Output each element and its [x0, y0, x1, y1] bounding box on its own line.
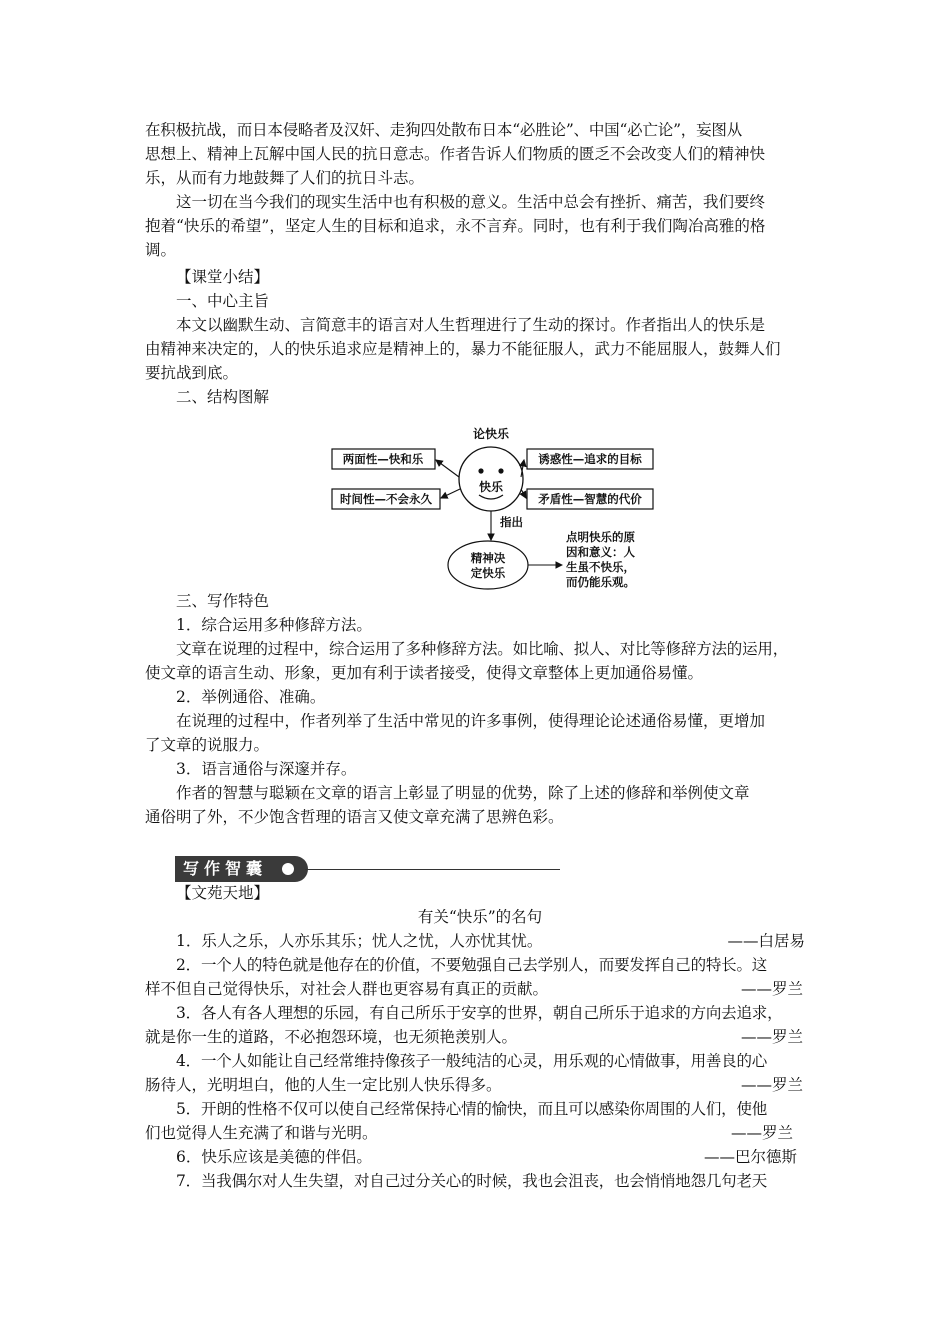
smiley-face-icon: [459, 447, 523, 511]
text-line: 5．开朗的性格不仅可以使自己经常保持心情的愉快，而且可以感染你周围的人们，使他: [176, 1100, 768, 1118]
text-line: 作者的智慧与聪颖在文章的语言上彰显了明显的优势，除了上述的修辞和举例使文章: [176, 784, 750, 802]
box-right-top-label: 诱惑性—追求的目标: [538, 452, 642, 466]
quote-4: [145, 1049, 815, 1097]
quote-author: ——罗兰: [740, 1028, 803, 1046]
feature-2-title: 2．举例通俗、准确。: [176, 688, 326, 706]
document-page: [145, 118, 815, 1193]
quote-author: ——罗兰: [740, 980, 803, 998]
text-line: 在积极抗战，而日本侵略者及汉奸、走狗四处散布日本“必胜论”、中国“必亡论”，妄图从: [145, 121, 742, 139]
quote-3: [145, 1001, 815, 1049]
feature-2-body: [145, 709, 815, 757]
note-line-3: 生虽不快乐，: [566, 560, 635, 574]
text-line: 由精神来决定的，人的快乐追求应是精神上的，暴力不能征服人，武力不能屈服人，鼓舞人们: [145, 340, 781, 358]
quote-author: ——罗兰: [730, 1124, 793, 1142]
intro-paragraph-1: [145, 118, 815, 190]
text-line: 2．一个人的特色就是他存在的价值，不要勉强自己去学别人，而要发挥自己的特长。这: [176, 956, 768, 974]
text-line: 使文章的语言生动、形象，更加有利于读者接受，使得文章整体上更加通俗易懂。: [145, 664, 704, 682]
text-line: 7．当我偶尔对人生失望，对自己过分关心的时候，我也会沮丧，也会悄悄地怨几句老天: [176, 1172, 768, 1190]
section-banner: [175, 852, 560, 886]
arrow-left-bottom: [441, 489, 460, 498]
arrow-down-label: 指出: [500, 515, 523, 529]
text-line: 文章在说理的过程中，综合运用了多种修辞方法。如比喻、拟人、对比等修辞方法的运用，: [176, 640, 789, 658]
quote-1: [145, 929, 815, 953]
arrow-right-bottom: [521, 489, 526, 498]
section-1-title: 一、中心主旨: [176, 292, 270, 310]
text-line: 1．乐人之乐，人亦乐其乐；忧人之忧，人亦忧其忧。: [176, 932, 543, 950]
text-line: 在说理的过程中，作者列举了生活中常见的许多事例，使得理论论述通俗易懂，更增加: [176, 712, 766, 730]
quote-2: [145, 953, 815, 1001]
feature-1-body: [145, 637, 815, 685]
box-left-bottom-label: 时间性—不会永久: [340, 492, 432, 506]
text-line: 就是你一生的道路，不必抱怨环境，也无须艳羡别人。: [145, 1028, 518, 1046]
text-line: 这一切在当今我们的现实生活中也有积极的意义。生活中总会有挫折、痛苦，我们要终: [176, 193, 766, 211]
intro-paragraph-2: [145, 190, 815, 262]
quote-7: [145, 1169, 815, 1193]
text-line: 3．各人有各人理想的乐园，有自己所乐于安享的世界，朝自己所乐于追求的方向去追求，: [176, 1004, 783, 1022]
feature-3-title: 3．语言通俗与深邃并存。: [176, 760, 357, 778]
box-left-top-label: 两面性—快和乐: [342, 452, 424, 466]
text-line: 思想上、精神上瓦解中国人民的抗日意志。作者告诉人们物质的匮乏不会改变人们的精神快: [145, 145, 766, 163]
diagram-center-label: 快乐: [478, 480, 504, 494]
quote-author: ——白居易: [727, 932, 805, 950]
text-line: 乐，从而有力地鼓舞了人们的抗日斗志。: [145, 169, 425, 187]
banner-label: 写作智囊: [175, 856, 308, 882]
ellipse-label-2: 定快乐: [470, 566, 506, 580]
text-line: 样不但自己觉得快乐，对社会人群也更容易有真正的贡献。: [145, 980, 549, 998]
ellipse-spirit: [448, 541, 528, 589]
quote-6: [145, 1145, 815, 1169]
text-line: 6．快乐应该是美德的伴侣。: [176, 1148, 372, 1166]
smiley-eye-left: [478, 468, 483, 473]
wenyuan-heading: 【文苑天地】: [176, 884, 270, 902]
summary-heading: 【课堂小结】: [176, 268, 270, 286]
banner-dot-icon: [282, 863, 294, 875]
text-line: 肠待人，光明坦白，他的人生一定比别人快乐得多。: [145, 1076, 502, 1094]
text-line: 了文章的说服力。: [145, 736, 270, 754]
text-line: 调。: [145, 241, 177, 259]
quote-author: ——巴尔德斯: [703, 1148, 797, 1166]
note-line-4: 而仍能乐观。: [566, 575, 635, 589]
ellipse-label-1: 精神决: [470, 551, 506, 565]
arrow-left-top: [436, 460, 459, 477]
structure-diagram: [330, 425, 660, 595]
text-line: 们也觉得人生充满了和谐与光明。: [145, 1124, 378, 1142]
quote-5: [145, 1097, 815, 1145]
note-line-1: 点明快乐的原: [566, 530, 635, 544]
section-1-body: [145, 313, 815, 385]
quote-author: ——罗兰: [740, 1076, 803, 1094]
note-line-2: 因和意义：人: [566, 545, 635, 559]
smiley-eye-right: [498, 468, 503, 473]
text-line: 本文以幽默生动、言简意丰的语言对人生哲理进行了生动的探讨。作者指出人的快乐是: [176, 316, 766, 334]
box-right-bottom-label: 矛盾性—智慧的代价: [538, 492, 642, 506]
text-line: 抱着“快乐的希望”，坚定人生的目标和追求，永不言弃。同时，也有利于我们陶冶高雅的格: [145, 217, 766, 235]
text-line: 要抗战到底。: [145, 364, 239, 382]
feature-3-body: [145, 781, 815, 829]
wenyuan-subtitle: 有关“快乐”的名句: [417, 908, 543, 926]
feature-1-title: 1．综合运用多种修辞方法。: [176, 616, 372, 634]
text-line: 4．一个人如能让自己经常维持像孩子一般纯洁的心灵，用乐观的心情做事，用善良的心: [176, 1052, 768, 1070]
text-line: 通俗明了外，不少饱含哲理的语言又使文章充满了思辨色彩。: [145, 808, 564, 826]
section-3-title: 三、写作特色: [176, 592, 270, 610]
banner-rule: [305, 869, 560, 870]
structure-diagram-svg: [330, 425, 660, 595]
section-2-title: 二、结构图解: [176, 388, 270, 406]
diagram-title: 论快乐: [472, 427, 510, 441]
